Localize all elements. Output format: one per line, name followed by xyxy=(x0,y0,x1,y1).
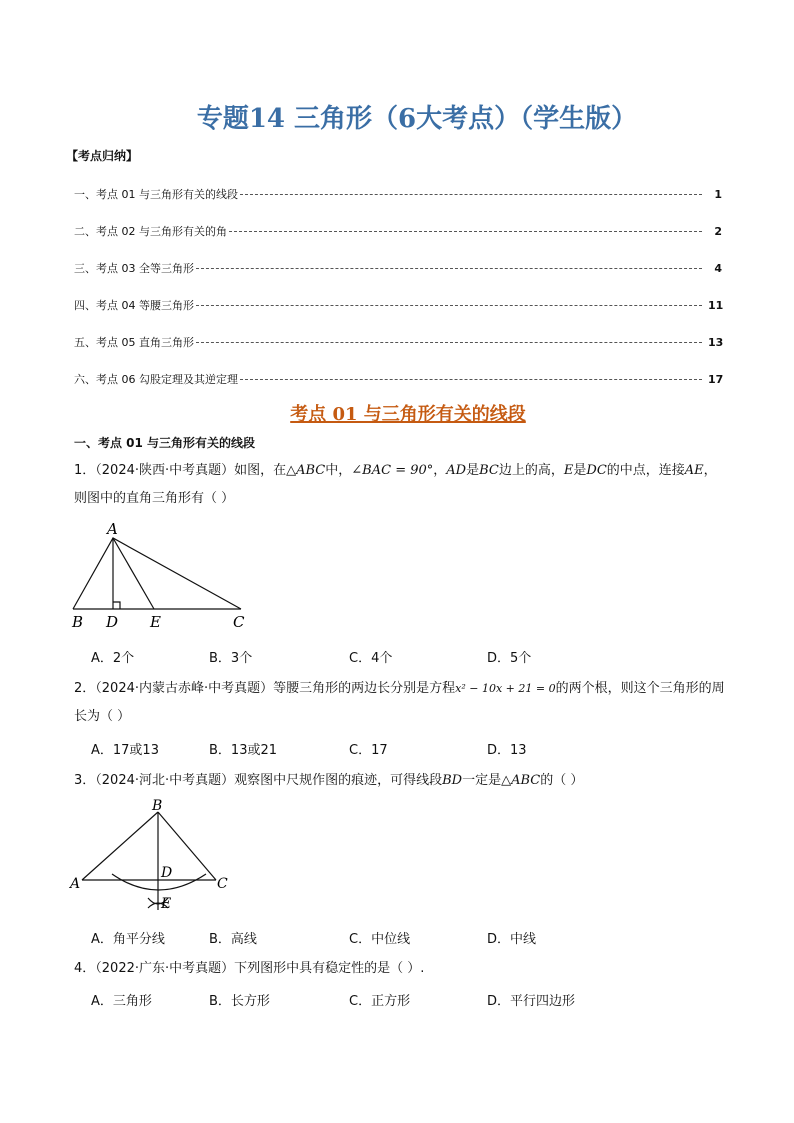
question-2-options xyxy=(91,739,691,758)
option-c[interactable]: C．17 xyxy=(349,743,388,758)
vertex-label-c: C xyxy=(233,613,245,631)
toc-entry-label: 三、考点 03 全等三角形 xyxy=(74,262,194,275)
vertex-label-a: A xyxy=(70,876,81,892)
option-a[interactable]: A．2个 xyxy=(91,651,135,666)
option-d[interactable]: D．平行四边形 xyxy=(487,994,576,1009)
point-label-e: E xyxy=(161,896,172,912)
question-1-figure xyxy=(60,518,260,633)
segment-ab xyxy=(82,812,158,880)
toc-entry[interactable] xyxy=(74,223,722,260)
toc-entry[interactable] xyxy=(74,186,722,223)
vertex-label-a: A xyxy=(107,520,118,538)
toc-entry-label: 二、考点 02 与三角形有关的角 xyxy=(74,225,227,238)
option-b[interactable]: B．13或21 xyxy=(209,743,278,758)
point-label-e: E xyxy=(150,613,161,631)
question-3-figure xyxy=(66,798,236,920)
toc-leader xyxy=(196,305,702,306)
question-1-options xyxy=(91,647,691,666)
toc-leader xyxy=(229,231,702,232)
question-3-text: 3．（2024·河北·中考真题）观察图中尺规作图的痕迹，可得线段BD一定是△ABC的（ ） xyxy=(74,773,584,788)
point-label-d: D xyxy=(106,613,119,631)
point-label-d: D xyxy=(161,865,173,881)
option-b[interactable]: B．3个 xyxy=(209,651,253,666)
toc-page-number: 4 xyxy=(714,262,722,275)
option-a[interactable]: A．17或13 xyxy=(91,743,159,758)
toc-leader xyxy=(196,342,702,343)
option-b[interactable]: B．长方形 xyxy=(209,994,270,1009)
section-heading xyxy=(0,400,794,426)
toc-page-number: 11 xyxy=(708,299,724,312)
vertex-label-b: B xyxy=(152,798,163,814)
toc-page-number: 13 xyxy=(708,336,724,349)
vertex-label-b: B xyxy=(72,613,84,631)
table-of-contents xyxy=(74,186,722,408)
subsection-heading: 一、考点 01 与三角形有关的线段 xyxy=(74,436,256,450)
question-1-text: 1．（2024·陕西·中考真题）如图，在△ABC中，∠BAC = 90°，AD是BC边上的高，E是DC的中点，连接AE，则图中的直角三角形有（ ） xyxy=(74,463,717,506)
section-heading-text: 考点 01 与三角形有关的线段 xyxy=(290,404,526,425)
summary-heading: 【考点归纳】 xyxy=(66,149,139,163)
toc-entry[interactable] xyxy=(74,260,722,297)
question-2-text: 2．（2024·内蒙古赤峰·中考真题）等腰三角形的两边长分别是方程x² − 10x + 21 = 0的两个根，则这个三角形的周长为（ ） xyxy=(74,681,725,724)
option-a[interactable]: A．角平分线 xyxy=(91,932,165,947)
option-d[interactable]: D．中线 xyxy=(487,932,537,947)
toc-page-number: 17 xyxy=(708,373,724,386)
option-c[interactable]: C．4个 xyxy=(349,651,393,666)
option-d[interactable]: D．5个 xyxy=(487,651,532,666)
vertex-label-c: C xyxy=(217,876,228,892)
toc-entry-label: 五、考点 05 直角三角形 xyxy=(74,336,194,349)
option-d[interactable]: D．13 xyxy=(487,743,527,758)
construction-arc-bottom xyxy=(112,874,206,890)
segment-ae xyxy=(113,538,154,609)
toc-leader xyxy=(196,268,702,269)
page-title: 专题14 三角形（6大考点）（学生版） xyxy=(196,104,638,134)
option-c[interactable]: C．中位线 xyxy=(349,932,411,947)
toc-page-number: 1 xyxy=(714,188,722,201)
question-4-options xyxy=(91,990,691,1009)
right-angle-mark xyxy=(113,602,120,609)
option-a[interactable]: A．三角形 xyxy=(91,994,152,1009)
option-c[interactable]: C．正方形 xyxy=(349,994,411,1009)
toc-leader xyxy=(240,379,702,380)
toc-leader xyxy=(240,194,702,195)
triangle-abc-sides xyxy=(73,538,241,609)
toc-entry-label: 六、考点 06 勾股定理及其逆定理 xyxy=(74,373,238,386)
toc-page-number: 2 xyxy=(714,225,722,238)
option-b[interactable]: B．高线 xyxy=(209,932,257,947)
question-4-text: 4．（2022·广东·中考真题）下列图形中具有稳定性的是（ ）. xyxy=(74,961,425,976)
toc-entry-label: 一、考点 01 与三角形有关的线段 xyxy=(74,188,238,201)
question-3-options xyxy=(91,928,691,947)
toc-entry[interactable] xyxy=(74,297,722,334)
toc-entry-label: 四、考点 04 等腰三角形 xyxy=(74,299,194,312)
toc-entry[interactable] xyxy=(74,334,722,371)
